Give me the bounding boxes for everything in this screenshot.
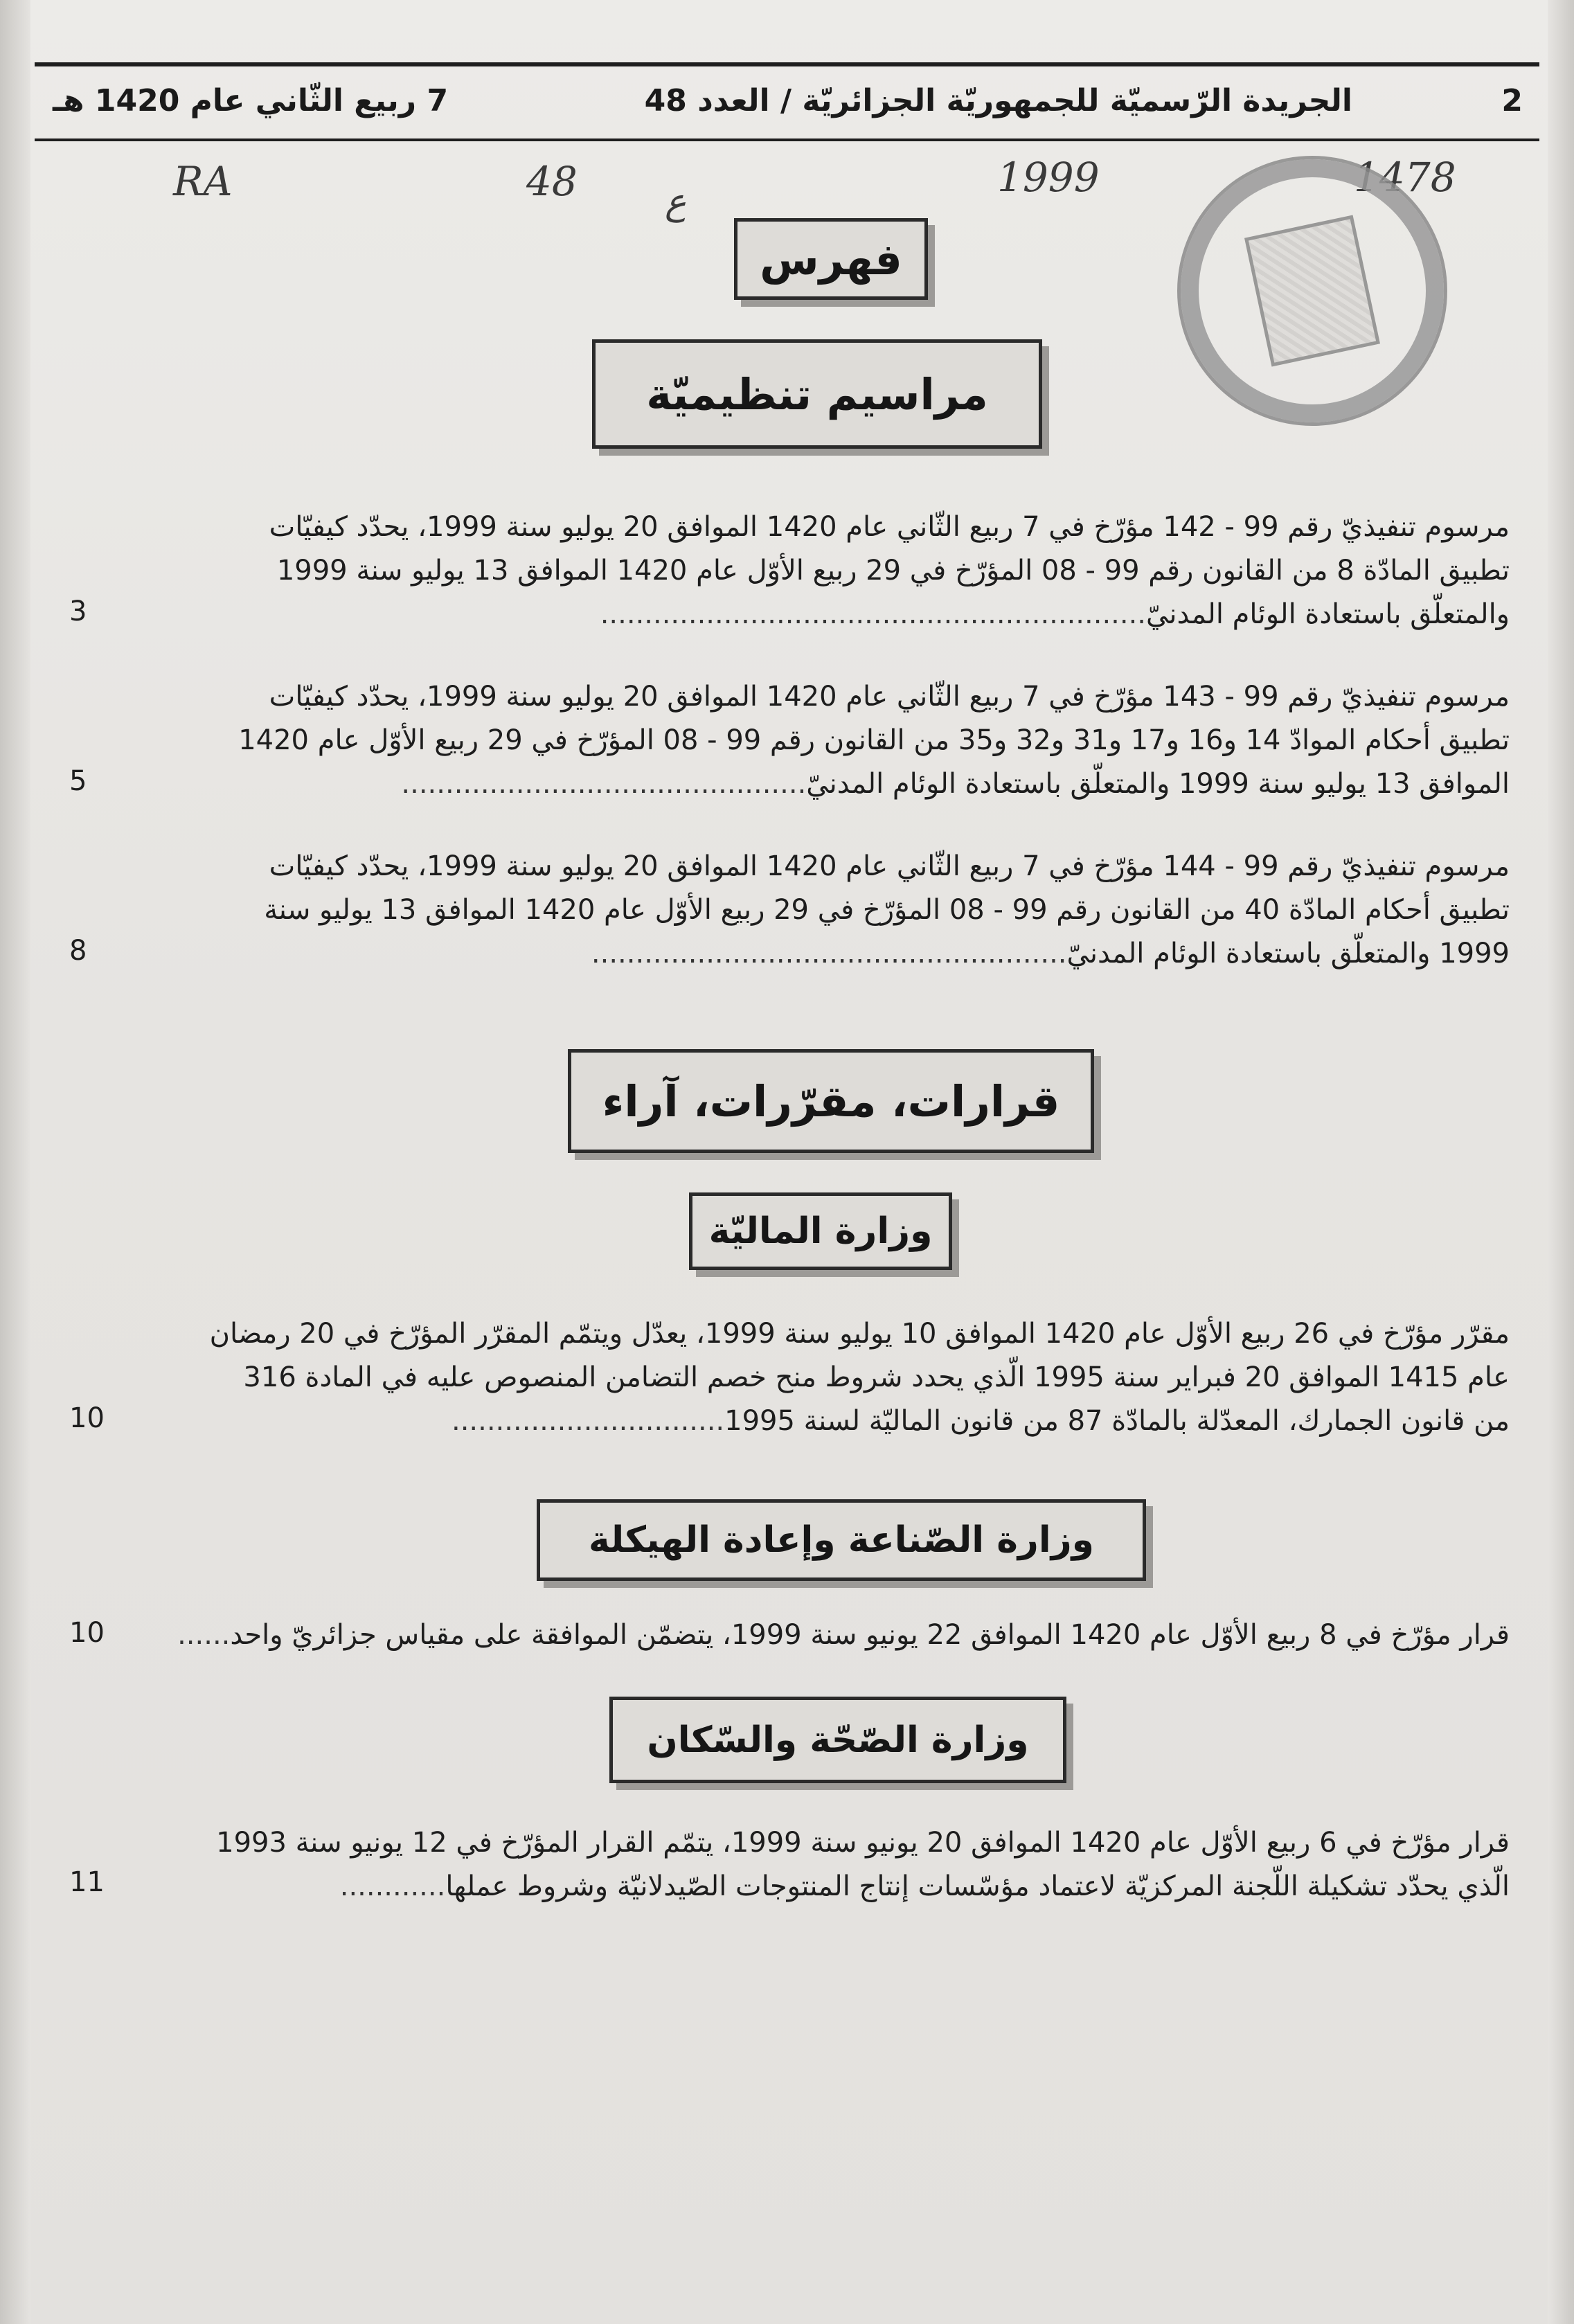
stamp-emblem bbox=[1244, 215, 1380, 366]
entry-page-number: 3 bbox=[69, 596, 87, 627]
dot-leader: ...................................................... bbox=[591, 938, 1067, 969]
toc-entry[interactable]: مرسوم تنفيذيّ رقم 99 - 142 مؤرّخ في 7 ربيع الثّاني عام 1420 الموافق 20 يوليو سنة 1999، يحدّد كيفيّات تطبيق المادّة 8 من القانون رقم 99 - 08 المؤرّخ في 29 ربيع الأوّل عام 1420 الموافق 13 يوليو سنة 1999 والمتعلّق باستعادة الوئام المدنيّ.............................................................. bbox=[269, 511, 1510, 630]
page-header bbox=[42, 66, 1532, 138]
toc-entry[interactable]: قرار مؤرّخ في 6 ربيع الأوّل عام 1420 الموافق 20 يونيو سنة 1999، يتمّم القرار المؤرّخ في 12 يونيو سنة 1993 الّذي يحدّد تشكيلة اللّجنة المركزيّة لاعتماد مؤسّسات إنتاج المنتوجات الصّيدلانيّة وشروط عملها............ bbox=[216, 1827, 1510, 1902]
ministry-title-finance: وزارة الماليّة bbox=[689, 1192, 952, 1270]
dot-leader: .............................................................. bbox=[600, 598, 1147, 630]
toc-entry[interactable]: قرار مؤرّخ في 8 ربيع الأوّل عام 1420 الموافق 22 يونيو سنة 1999، يتضمّن الموافقة على مقياس جزائريّ واحد...... bbox=[177, 1619, 1510, 1651]
entry-page-number: 10 bbox=[69, 1402, 105, 1434]
page-edge-left bbox=[0, 0, 30, 2324]
section-title-decrees: مراسيم تنظيميّة bbox=[592, 339, 1042, 449]
entry-page-number: 11 bbox=[69, 1866, 105, 1898]
toc-entry[interactable]: مرسوم تنفيذيّ رقم 99 - 144 مؤرّخ في 7 ربيع الثّاني عام 1420 الموافق 20 يوليو سنة 1999، يحدّد كيفيّات تطبيق أحكام المادّة 40 من القانون رقم 99 - 08 المؤرّخ في 29 ربيع الأوّل عام 1420 الموافق 13 يوليو سنة 1999 والمتعلّق باستعادة الوئام المدنيّ...................................................... bbox=[264, 850, 1510, 969]
entry-page-number: 10 bbox=[69, 1617, 105, 1649]
section-title-decisions: قرارات، مقرّرات، آراء bbox=[568, 1049, 1094, 1153]
library-stamp bbox=[1177, 156, 1447, 426]
page-edge-right bbox=[1548, 0, 1574, 2324]
handwritten-note: ع bbox=[665, 181, 687, 223]
toc-entry[interactable]: مرسوم تنفيذيّ رقم 99 - 143 مؤرّخ في 7 ربيع الثّاني عام 1420 الموافق 20 يوليو سنة 1999، يحدّد كيفيّات تطبيق أحكام الموادّ 14 و16 و17 و31 و32 و35 من القانون رقم 99 - 08 المؤرّخ في 29 ربيع الأوّل عام 1420 الموافق 13 يوليو سنة 1999 والمتعلّق باستعادة الوئام المدنيّ.............................................. bbox=[238, 681, 1510, 800]
handwritten-note: 1478 bbox=[1354, 154, 1456, 201]
dot-leader: ............................... bbox=[451, 1405, 725, 1437]
entry-page-number: 5 bbox=[69, 765, 87, 797]
handwritten-note: 1999 bbox=[997, 154, 1100, 201]
journal-title: الجريدة الرّسميّة للجمهوريّة الجزائريّة / العدد 48 bbox=[644, 83, 1352, 118]
handwritten-note: RA bbox=[173, 158, 233, 205]
dot-leader: ............ bbox=[339, 1870, 446, 1902]
dot-leader: .............................................. bbox=[401, 768, 807, 800]
header-date: 7 ربيع الثّاني عام 1420 هـ bbox=[53, 83, 449, 118]
dot-leader: ...... bbox=[177, 1619, 231, 1651]
header-rule-bottom bbox=[35, 138, 1539, 141]
handwritten-note: 48 bbox=[526, 158, 578, 205]
page-number: 2 bbox=[1501, 83, 1523, 118]
toc-title: فهرس bbox=[734, 218, 928, 300]
toc-entry[interactable]: مقرّر مؤرّخ في 26 ربيع الأوّل عام 1420 الموافق 10 يوليو سنة 1999، يعدّل ويتمّم المقرّر المؤرّخ في 20 رمضان عام 1415 الموافق 20 فبراير سنة 1995 الّذي يحدد شروط منح خصم التضامن المنصوص عليه في المادة 316 من قانون الجمارك، المعدّلة بالمادّة 87 من قانون الماليّة لسنة 1995............................... bbox=[209, 1318, 1510, 1437]
ministry-title-industry: وزارة الصّناعة وإعادة الهيكلة bbox=[537, 1499, 1146, 1581]
entry-page-number: 8 bbox=[69, 935, 87, 967]
ministry-title-health: وزارة الصّحّة والسّكان bbox=[609, 1697, 1066, 1783]
